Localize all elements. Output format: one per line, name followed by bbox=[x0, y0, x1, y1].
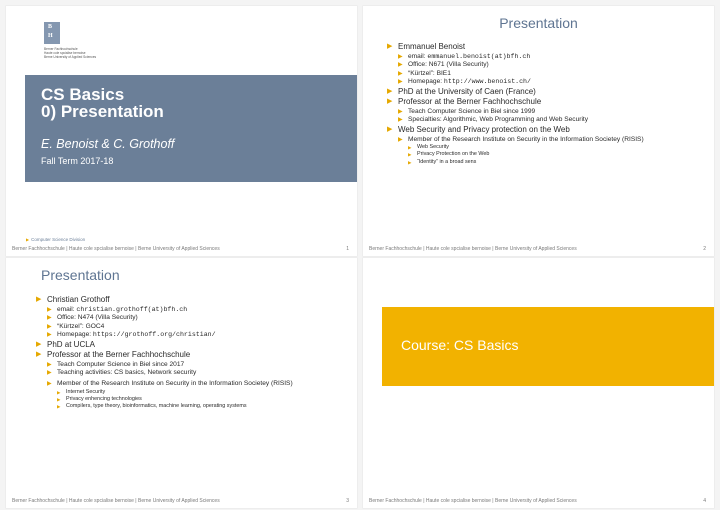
list-item: ▶ PhD at the University of Caen (France) bbox=[387, 86, 536, 96]
triangle-bullet-icon: ▶ bbox=[387, 126, 393, 134]
logo-line: Berner Fachhochschule bbox=[44, 47, 78, 51]
list-item: ▶ Teach Computer Science in Biel since 2017 bbox=[47, 360, 185, 368]
list-item: ▶ Specialties: Algorithmic, Web Programming and Web Security bbox=[398, 116, 589, 124]
page-number: 2 bbox=[703, 246, 706, 252]
list-item: ▶ Web Security bbox=[408, 144, 449, 151]
list-item: ▶ Homepage: http://www.benoist.ch/ bbox=[398, 78, 531, 86]
triangle-bullet-icon: ▶ bbox=[36, 296, 42, 303]
list-item: ▶ Teach Computer Science in Biel since 1999 bbox=[398, 107, 536, 115]
list-item: ▶ Web Security and Privacy protection on the Web ▶ Member of the Research Institute on Security in the Information Societey (RISIS) ▶ Web Security ▶ Privacy Protection on the Web ▶ “Identity” in a broad sens bbox=[387, 125, 706, 166]
triangle-bullet-icon: ▶ bbox=[398, 136, 403, 143]
list-item: ▶ Homepage: https://grothoff.org/christian/ bbox=[47, 331, 216, 339]
list-item: ▶ “Kürtzel”: BIE1 bbox=[398, 69, 451, 77]
title-line: CS Basics bbox=[41, 85, 125, 104]
slide-title: Presentation bbox=[41, 267, 120, 283]
logo-letter: H bbox=[48, 33, 53, 39]
logo-line: Haute cole spcialise bernoise bbox=[44, 51, 86, 55]
list-item: ▶ Office: N474 (Villa Security) bbox=[47, 314, 138, 322]
triangle-bullet-icon: ▶ bbox=[47, 332, 52, 339]
slide-section-course bbox=[363, 258, 714, 508]
list-item: ▶ “Kürtzel”: GOC4 bbox=[47, 322, 105, 330]
list-item: ▶ Professor at the Berner Fachhochschule ▶ Teach Computer Science in Biel since 1999 ▶ Specialties: Algorithmic, Web Programming and Web Security bbox=[387, 97, 706, 125]
triangle-bullet-icon: ▶ bbox=[398, 53, 403, 60]
footer-text: Berner Fachhochschule | Haute cole spcialise bernoise | Berne University of Applied Sciences bbox=[12, 498, 220, 504]
triangle-bullet-icon: ▶ bbox=[26, 237, 30, 242]
slide-content bbox=[387, 42, 706, 166]
triangle-bullet-icon: ▶ bbox=[398, 108, 403, 115]
section-title: Course: CS Basics bbox=[401, 337, 519, 353]
list-item: ▶ Internet Security bbox=[57, 388, 106, 395]
triangle-bullet-icon: ▶ bbox=[398, 117, 403, 124]
term: Fall Term 2017-18 bbox=[41, 156, 114, 166]
authors: E. Benoist & C. Grothoff bbox=[41, 137, 175, 151]
triangle-bullet-icon: ▶ bbox=[398, 62, 403, 69]
triangle-bullet-icon: ▶ bbox=[387, 43, 393, 50]
division-label: ▶ Computer Science Division bbox=[26, 237, 86, 242]
list-item: ▶ Office: N671 (Villa Security) bbox=[398, 61, 489, 69]
list-item: ▶ “Identity” in a broad sens bbox=[408, 158, 477, 165]
page-number: 4 bbox=[703, 498, 706, 504]
slide-presentation-benoist bbox=[363, 6, 714, 256]
list-item: ▶ Privacy enhencing technologies bbox=[57, 395, 142, 402]
email-address: christian.grothoff(at)bfh.ch bbox=[76, 305, 188, 313]
list-item: ▶ Privacy Protection on the Web bbox=[408, 151, 490, 158]
slide-title-page bbox=[6, 6, 357, 256]
slide-footer bbox=[12, 498, 349, 504]
homepage-link[interactable]: https://grothoff.org/christian/ bbox=[92, 331, 216, 339]
triangle-bullet-icon: ▶ bbox=[57, 404, 61, 410]
triangle-bullet-icon: ▶ bbox=[408, 152, 412, 158]
logo-letter: B bbox=[48, 24, 53, 30]
logo-mark bbox=[44, 22, 60, 44]
slide-content bbox=[36, 295, 349, 410]
list-item: ▶ Member of the Research Institute on Security in the Information Societey (RISIS) ▶ Internet Security ▶ Privacy enhencing technologies ▶ Compilers, type theory, bioinformatics, machine learning, operating systems bbox=[47, 380, 349, 410]
slide-footer bbox=[369, 246, 706, 252]
triangle-bullet-icon: ▶ bbox=[398, 70, 403, 77]
triangle-bullet-icon: ▶ bbox=[387, 87, 393, 95]
triangle-bullet-icon: ▶ bbox=[398, 79, 403, 86]
triangle-bullet-icon: ▶ bbox=[47, 323, 52, 330]
triangle-bullet-icon: ▶ bbox=[47, 315, 52, 322]
triangle-bullet-icon: ▶ bbox=[47, 361, 52, 368]
footer-text: Berner Fachhochschule | Haute cole spcialise bernoise | Berne University of Applied Sciences bbox=[12, 246, 220, 252]
list-item: ▶ Compilers, type theory, bioinformatics, machine learning, operating systems bbox=[57, 403, 247, 410]
list-item: ▶ email: christian.grothoff(at)bfh.ch bbox=[47, 305, 188, 313]
list-item: ▶ Teaching activities: CS basics, Network security bbox=[47, 369, 197, 377]
homepage-link[interactable]: http://www.benoist.ch/ bbox=[443, 78, 531, 86]
triangle-bullet-icon: ▶ bbox=[47, 381, 52, 388]
slide-footer bbox=[369, 498, 706, 504]
triangle-bullet-icon: ▶ bbox=[36, 351, 42, 359]
triangle-bullet-icon: ▶ bbox=[408, 159, 412, 165]
logo-line: Berne University of Applied Sciences bbox=[44, 55, 97, 59]
list-item: ▶ Emmanuel Benoist ▶ email: emmanuel.benoist(at)bfh.ch ▶ Office: N671 (Villa Security) ▶ “Kürtzel”: BIE1 ▶ Homepage: http://www.benoist.ch/ bbox=[387, 42, 706, 87]
triangle-bullet-icon: ▶ bbox=[57, 396, 61, 402]
bfh-logo bbox=[44, 22, 96, 59]
list-item: ▶ Member of the Research Institute on Security in the Information Societey (RISIS) ▶ Web Security ▶ Privacy Protection on the Web ▶ “Identity” in a broad sens bbox=[398, 136, 706, 166]
footer-text: Berner Fachhochschule | Haute cole spcialise bernoise | Berne University of Applied Sciences bbox=[369, 246, 577, 252]
email-address: emmanuel.benoist(at)bfh.ch bbox=[427, 52, 531, 60]
page-number: 1 bbox=[346, 246, 349, 252]
page-number: 3 bbox=[346, 498, 349, 504]
footer-text: Berner Fachhochschule | Haute cole spcialise bernoise | Berne University of Applied Sciences bbox=[369, 498, 577, 504]
list-item: ▶ PhD at UCLA bbox=[36, 339, 96, 349]
triangle-bullet-icon: ▶ bbox=[408, 145, 412, 151]
title-band bbox=[25, 75, 357, 182]
slide-presentation-grothoff bbox=[6, 258, 357, 508]
list-item: ▶ Christian Grothoff ▶ email: christian.grothoff(at)bfh.ch ▶ Office: N474 (Villa Security) ▶ “Kürtzel”: GOC4 ▶ Homepage: https://grothoff.org/christian/ bbox=[36, 295, 349, 340]
list-item: ▶ email: emmanuel.benoist(at)bfh.ch bbox=[398, 52, 531, 60]
triangle-bullet-icon: ▶ bbox=[36, 340, 42, 348]
slide-title: Presentation bbox=[499, 15, 578, 31]
triangle-bullet-icon: ▶ bbox=[47, 370, 52, 377]
presentation-title bbox=[41, 86, 164, 120]
triangle-bullet-icon: ▶ bbox=[47, 306, 52, 313]
slide-footer bbox=[12, 246, 349, 252]
title-line: 0) Presentation bbox=[41, 102, 164, 121]
list-item: ▶ Professor at the Berner Fachhochschule ▶ Teach Computer Science in Biel since 2017 ▶ Teaching activities: CS basics, Network security ▶ Member of the Research Institute on Security in the Information Societey (RISIS) ▶ Internet Security ▶ Privacy enhencing technologies ▶ Compilers, type theory, bioinformatics, machine learning, operating systems bbox=[36, 350, 349, 410]
triangle-bullet-icon: ▶ bbox=[57, 389, 61, 395]
triangle-bullet-icon: ▶ bbox=[387, 98, 393, 106]
